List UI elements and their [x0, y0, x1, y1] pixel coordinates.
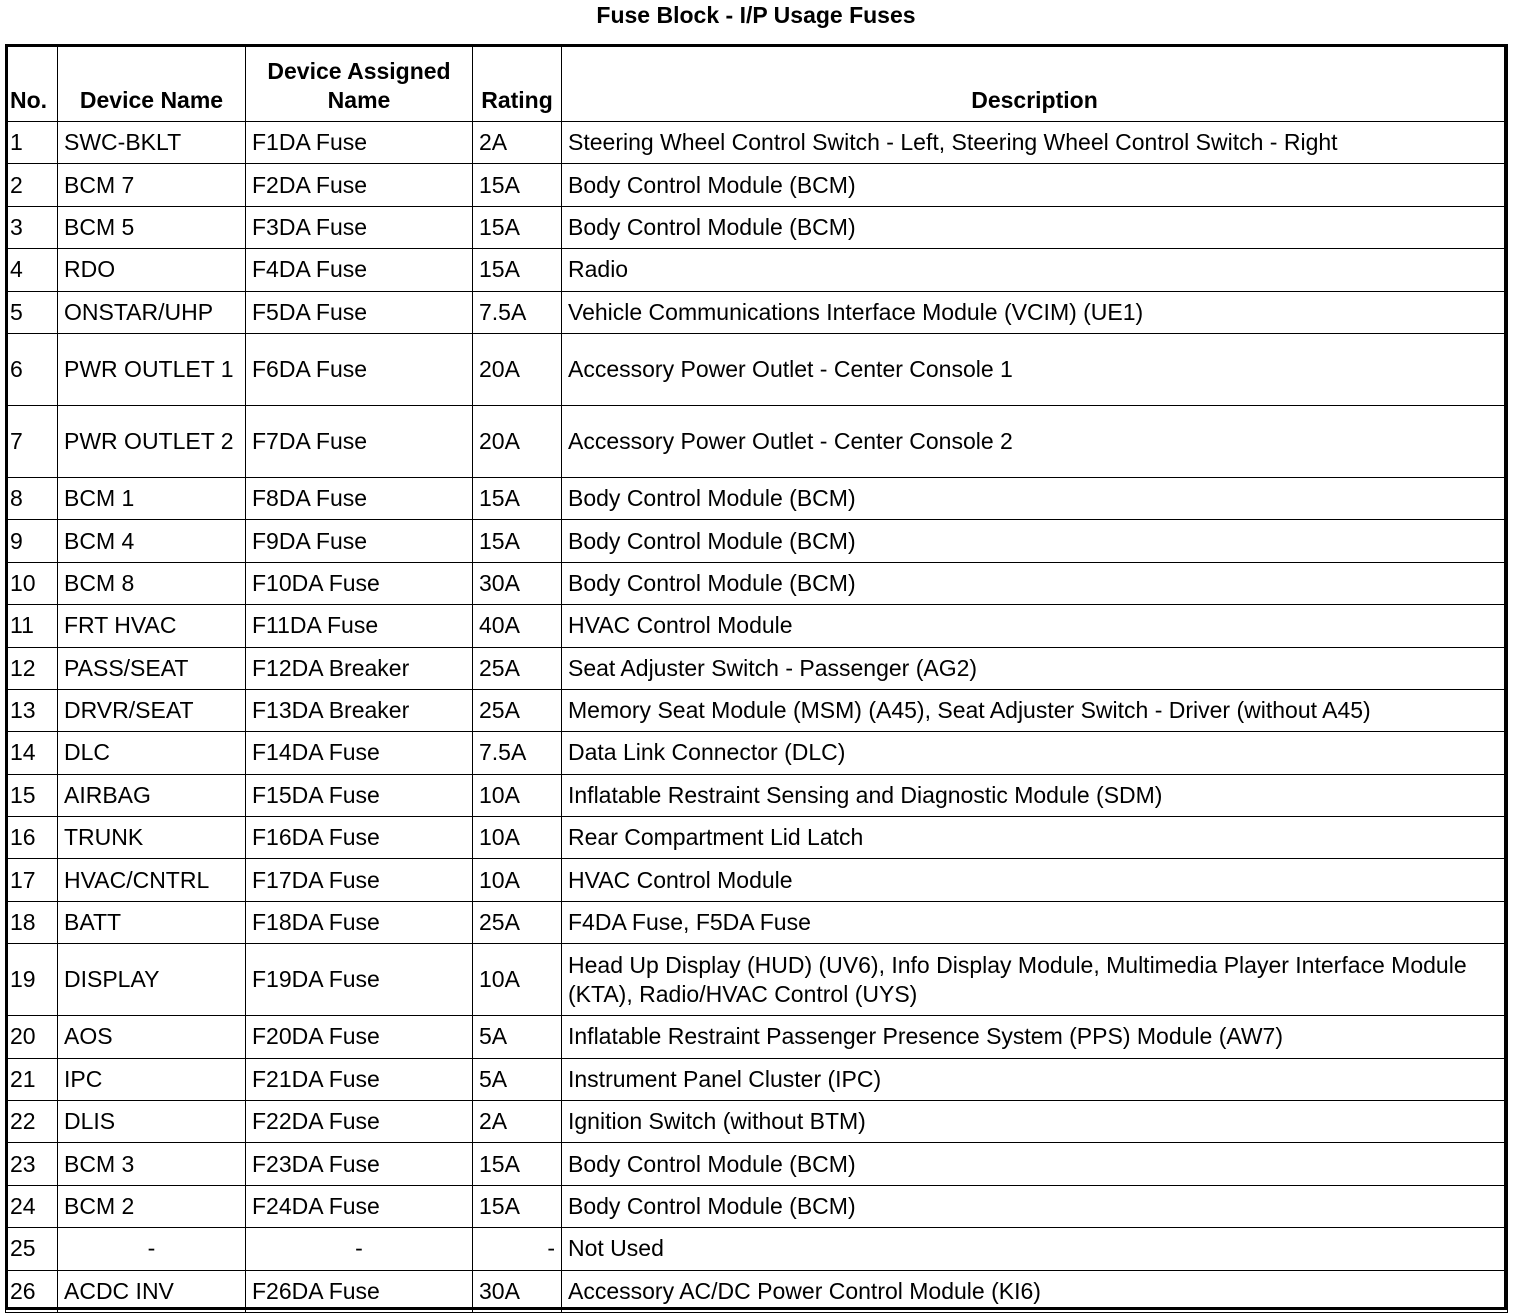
cell-no: 24 [6, 1185, 58, 1227]
table-row [6, 1270, 1508, 1312]
cell-description: F4DA Fuse, F5DA Fuse [562, 901, 1508, 943]
cell-device-name: BCM 2 [58, 1185, 246, 1227]
table-row [6, 774, 1508, 816]
header-description: Description [562, 45, 1508, 122]
table-row [6, 901, 1508, 943]
cell-description: Accessory Power Outlet - Center Console 1 [562, 333, 1508, 405]
header-rating: Rating [473, 45, 562, 122]
cell-device-name: BCM 3 [58, 1143, 246, 1185]
table-row [6, 817, 1508, 859]
cell-device-name: BCM 7 [58, 164, 246, 206]
header-device-assigned-name: Device Assigned Name [246, 45, 473, 122]
cell-no: 4 [6, 249, 58, 291]
cell-rating: - [473, 1228, 562, 1270]
cell-device-assigned-name: F21DA Fuse [246, 1058, 473, 1100]
table-row [6, 562, 1508, 604]
cell-description: Body Control Module (BCM) [562, 562, 1508, 604]
cell-no: 17 [6, 859, 58, 901]
cell-rating: 7.5A [473, 732, 562, 774]
cell-device-assigned-name: F15DA Fuse [246, 774, 473, 816]
cell-no: 15 [6, 774, 58, 816]
cell-rating: 15A [473, 206, 562, 248]
cell-rating: 25A [473, 689, 562, 731]
table-row [6, 1016, 1508, 1058]
cell-device-assigned-name: F19DA Fuse [246, 944, 473, 1016]
cell-no: 13 [6, 689, 58, 731]
cell-description: Instrument Panel Cluster (IPC) [562, 1058, 1508, 1100]
cell-no: 6 [6, 333, 58, 405]
cell-device-name: ACDC INV [58, 1270, 246, 1312]
cell-no: 3 [6, 206, 58, 248]
cell-device-name: IPC [58, 1058, 246, 1100]
cell-device-name: AIRBAG [58, 774, 246, 816]
cell-device-name: HVAC/CNTRL [58, 859, 246, 901]
table-row [6, 1058, 1508, 1100]
cell-device-name: PWR OUTLET 2 [58, 405, 246, 477]
cell-device-name: RDO [58, 249, 246, 291]
cell-rating: 15A [473, 164, 562, 206]
cell-device-assigned-name: F22DA Fuse [246, 1101, 473, 1143]
table-row [6, 859, 1508, 901]
cell-no: 19 [6, 944, 58, 1016]
table-row [6, 647, 1508, 689]
cell-device-name: AOS [58, 1016, 246, 1058]
cell-rating: 15A [473, 520, 562, 562]
cell-description: Body Control Module (BCM) [562, 520, 1508, 562]
cell-device-name: ONSTAR/UHP [58, 291, 246, 333]
cell-description: Seat Adjuster Switch - Passenger (AG2) [562, 647, 1508, 689]
cell-device-assigned-name: F17DA Fuse [246, 859, 473, 901]
cell-description: Ignition Switch (without BTM) [562, 1101, 1508, 1143]
table-row [6, 520, 1508, 562]
cell-device-name: TRUNK [58, 817, 246, 859]
cell-device-assigned-name: F12DA Breaker [246, 647, 473, 689]
table-row [6, 333, 1508, 405]
fuse-table [5, 44, 1508, 1313]
cell-device-name: DISPLAY [58, 944, 246, 1016]
cell-device-name: BATT [58, 901, 246, 943]
cell-no: 8 [6, 477, 58, 519]
table-row [6, 291, 1508, 333]
cell-rating: 5A [473, 1058, 562, 1100]
cell-no: 1 [6, 122, 58, 164]
cell-device-assigned-name: F8DA Fuse [246, 477, 473, 519]
cell-device-name: - [58, 1228, 246, 1270]
table-row [6, 1185, 1508, 1227]
page-title: Fuse Block - I/P Usage Fuses [596, 2, 916, 28]
cell-device-name: PASS/SEAT [58, 647, 246, 689]
cell-device-assigned-name: F24DA Fuse [246, 1185, 473, 1227]
cell-description: Body Control Module (BCM) [562, 477, 1508, 519]
table-row [6, 1143, 1508, 1185]
table-row [6, 732, 1508, 774]
cell-no: 10 [6, 562, 58, 604]
cell-no: 5 [6, 291, 58, 333]
cell-description: Body Control Module (BCM) [562, 1185, 1508, 1227]
table-row [6, 944, 1508, 1016]
cell-device-assigned-name: F1DA Fuse [246, 122, 473, 164]
cell-no: 26 [6, 1270, 58, 1312]
cell-device-assigned-name: F16DA Fuse [246, 817, 473, 859]
cell-description: Accessory AC/DC Power Control Module (KI6) [562, 1270, 1508, 1312]
cell-description: Inflatable Restraint Passenger Presence System (PPS) Module (AW7) [562, 1016, 1508, 1058]
table-row [6, 405, 1508, 477]
cell-no: 21 [6, 1058, 58, 1100]
table-row [6, 164, 1508, 206]
cell-no: 12 [6, 647, 58, 689]
cell-description: Body Control Module (BCM) [562, 206, 1508, 248]
cell-device-assigned-name: F7DA Fuse [246, 405, 473, 477]
cell-description: Head Up Display (HUD) (UV6), Info Display Module, Multimedia Player Interface Module (KTA), Radio/HVAC Control (UYS) [562, 944, 1508, 1016]
cell-description: Body Control Module (BCM) [562, 164, 1508, 206]
cell-device-assigned-name: F10DA Fuse [246, 562, 473, 604]
cell-rating: 25A [473, 901, 562, 943]
cell-device-assigned-name: F2DA Fuse [246, 164, 473, 206]
table-body [6, 122, 1508, 1313]
cell-rating: 10A [473, 944, 562, 1016]
cell-no: 18 [6, 901, 58, 943]
cell-device-assigned-name: F4DA Fuse [246, 249, 473, 291]
cell-device-assigned-name: F23DA Fuse [246, 1143, 473, 1185]
cell-no: 7 [6, 405, 58, 477]
cell-rating: 2A [473, 1101, 562, 1143]
cell-device-assigned-name: - [246, 1228, 473, 1270]
cell-rating: 15A [473, 1185, 562, 1227]
table-header [6, 45, 1508, 122]
cell-no: 23 [6, 1143, 58, 1185]
cell-description: Steering Wheel Control Switch - Left, Steering Wheel Control Switch - Right [562, 122, 1508, 164]
cell-rating: 30A [473, 562, 562, 604]
cell-rating: 25A [473, 647, 562, 689]
cell-device-assigned-name: F3DA Fuse [246, 206, 473, 248]
cell-rating: 10A [473, 774, 562, 816]
cell-no: 2 [6, 164, 58, 206]
table-row [6, 249, 1508, 291]
cell-no: 25 [6, 1228, 58, 1270]
cell-device-name: DLC [58, 732, 246, 774]
cell-rating: 15A [473, 477, 562, 519]
cell-description: Vehicle Communications Interface Module (VCIM) (UE1) [562, 291, 1508, 333]
cell-no: 22 [6, 1101, 58, 1143]
cell-rating: 5A [473, 1016, 562, 1058]
cell-device-assigned-name: F20DA Fuse [246, 1016, 473, 1058]
table-row [6, 477, 1508, 519]
cell-rating: 7.5A [473, 291, 562, 333]
cell-device-assigned-name: F6DA Fuse [246, 333, 473, 405]
cell-device-assigned-name: F18DA Fuse [246, 901, 473, 943]
cell-description: HVAC Control Module [562, 859, 1508, 901]
cell-description: Data Link Connector (DLC) [562, 732, 1508, 774]
cell-device-name: DRVR/SEAT [58, 689, 246, 731]
cell-device-assigned-name: F11DA Fuse [246, 605, 473, 647]
cell-device-name: SWC-BKLT [58, 122, 246, 164]
cell-device-name: PWR OUTLET 1 [58, 333, 246, 405]
cell-rating: 10A [473, 817, 562, 859]
cell-description: HVAC Control Module [562, 605, 1508, 647]
table-row [6, 206, 1508, 248]
cell-device-name: FRT HVAC [58, 605, 246, 647]
cell-device-name: BCM 1 [58, 477, 246, 519]
cell-no: 9 [6, 520, 58, 562]
cell-no: 16 [6, 817, 58, 859]
table-row [6, 122, 1508, 164]
cell-device-name: BCM 4 [58, 520, 246, 562]
cell-rating: 20A [473, 333, 562, 405]
cell-device-assigned-name: F9DA Fuse [246, 520, 473, 562]
cell-device-assigned-name: F5DA Fuse [246, 291, 473, 333]
header-no: No. [6, 45, 58, 122]
cell-rating: 15A [473, 249, 562, 291]
cell-description: Body Control Module (BCM) [562, 1143, 1508, 1185]
cell-rating: 30A [473, 1270, 562, 1312]
cell-description: Inflatable Restraint Sensing and Diagnostic Module (SDM) [562, 774, 1508, 816]
cell-rating: 20A [473, 405, 562, 477]
cell-rating: 10A [473, 859, 562, 901]
cell-no: 20 [6, 1016, 58, 1058]
cell-device-name: BCM 8 [58, 562, 246, 604]
header-device-name: Device Name [58, 45, 246, 122]
table-row [6, 1101, 1508, 1143]
cell-device-name: DLIS [58, 1101, 246, 1143]
cell-device-assigned-name: F14DA Fuse [246, 732, 473, 774]
table-row [6, 689, 1508, 731]
cell-no: 14 [6, 732, 58, 774]
cell-description: Accessory Power Outlet - Center Console 2 [562, 405, 1508, 477]
cell-device-name: BCM 5 [58, 206, 246, 248]
cell-device-assigned-name: F13DA Breaker [246, 689, 473, 731]
cell-description: Memory Seat Module (MSM) (A45), Seat Adjuster Switch - Driver (without A45) [562, 689, 1508, 731]
cell-device-assigned-name: F26DA Fuse [246, 1270, 473, 1312]
cell-rating: 40A [473, 605, 562, 647]
cell-description: Not Used [562, 1228, 1508, 1270]
cell-no: 11 [6, 605, 58, 647]
cell-description: Radio [562, 249, 1508, 291]
cell-description: Rear Compartment Lid Latch [562, 817, 1508, 859]
header-row [6, 45, 1508, 122]
cell-rating: 15A [473, 1143, 562, 1185]
table-row [6, 605, 1508, 647]
table-row [6, 1228, 1508, 1270]
cell-rating: 2A [473, 122, 562, 164]
